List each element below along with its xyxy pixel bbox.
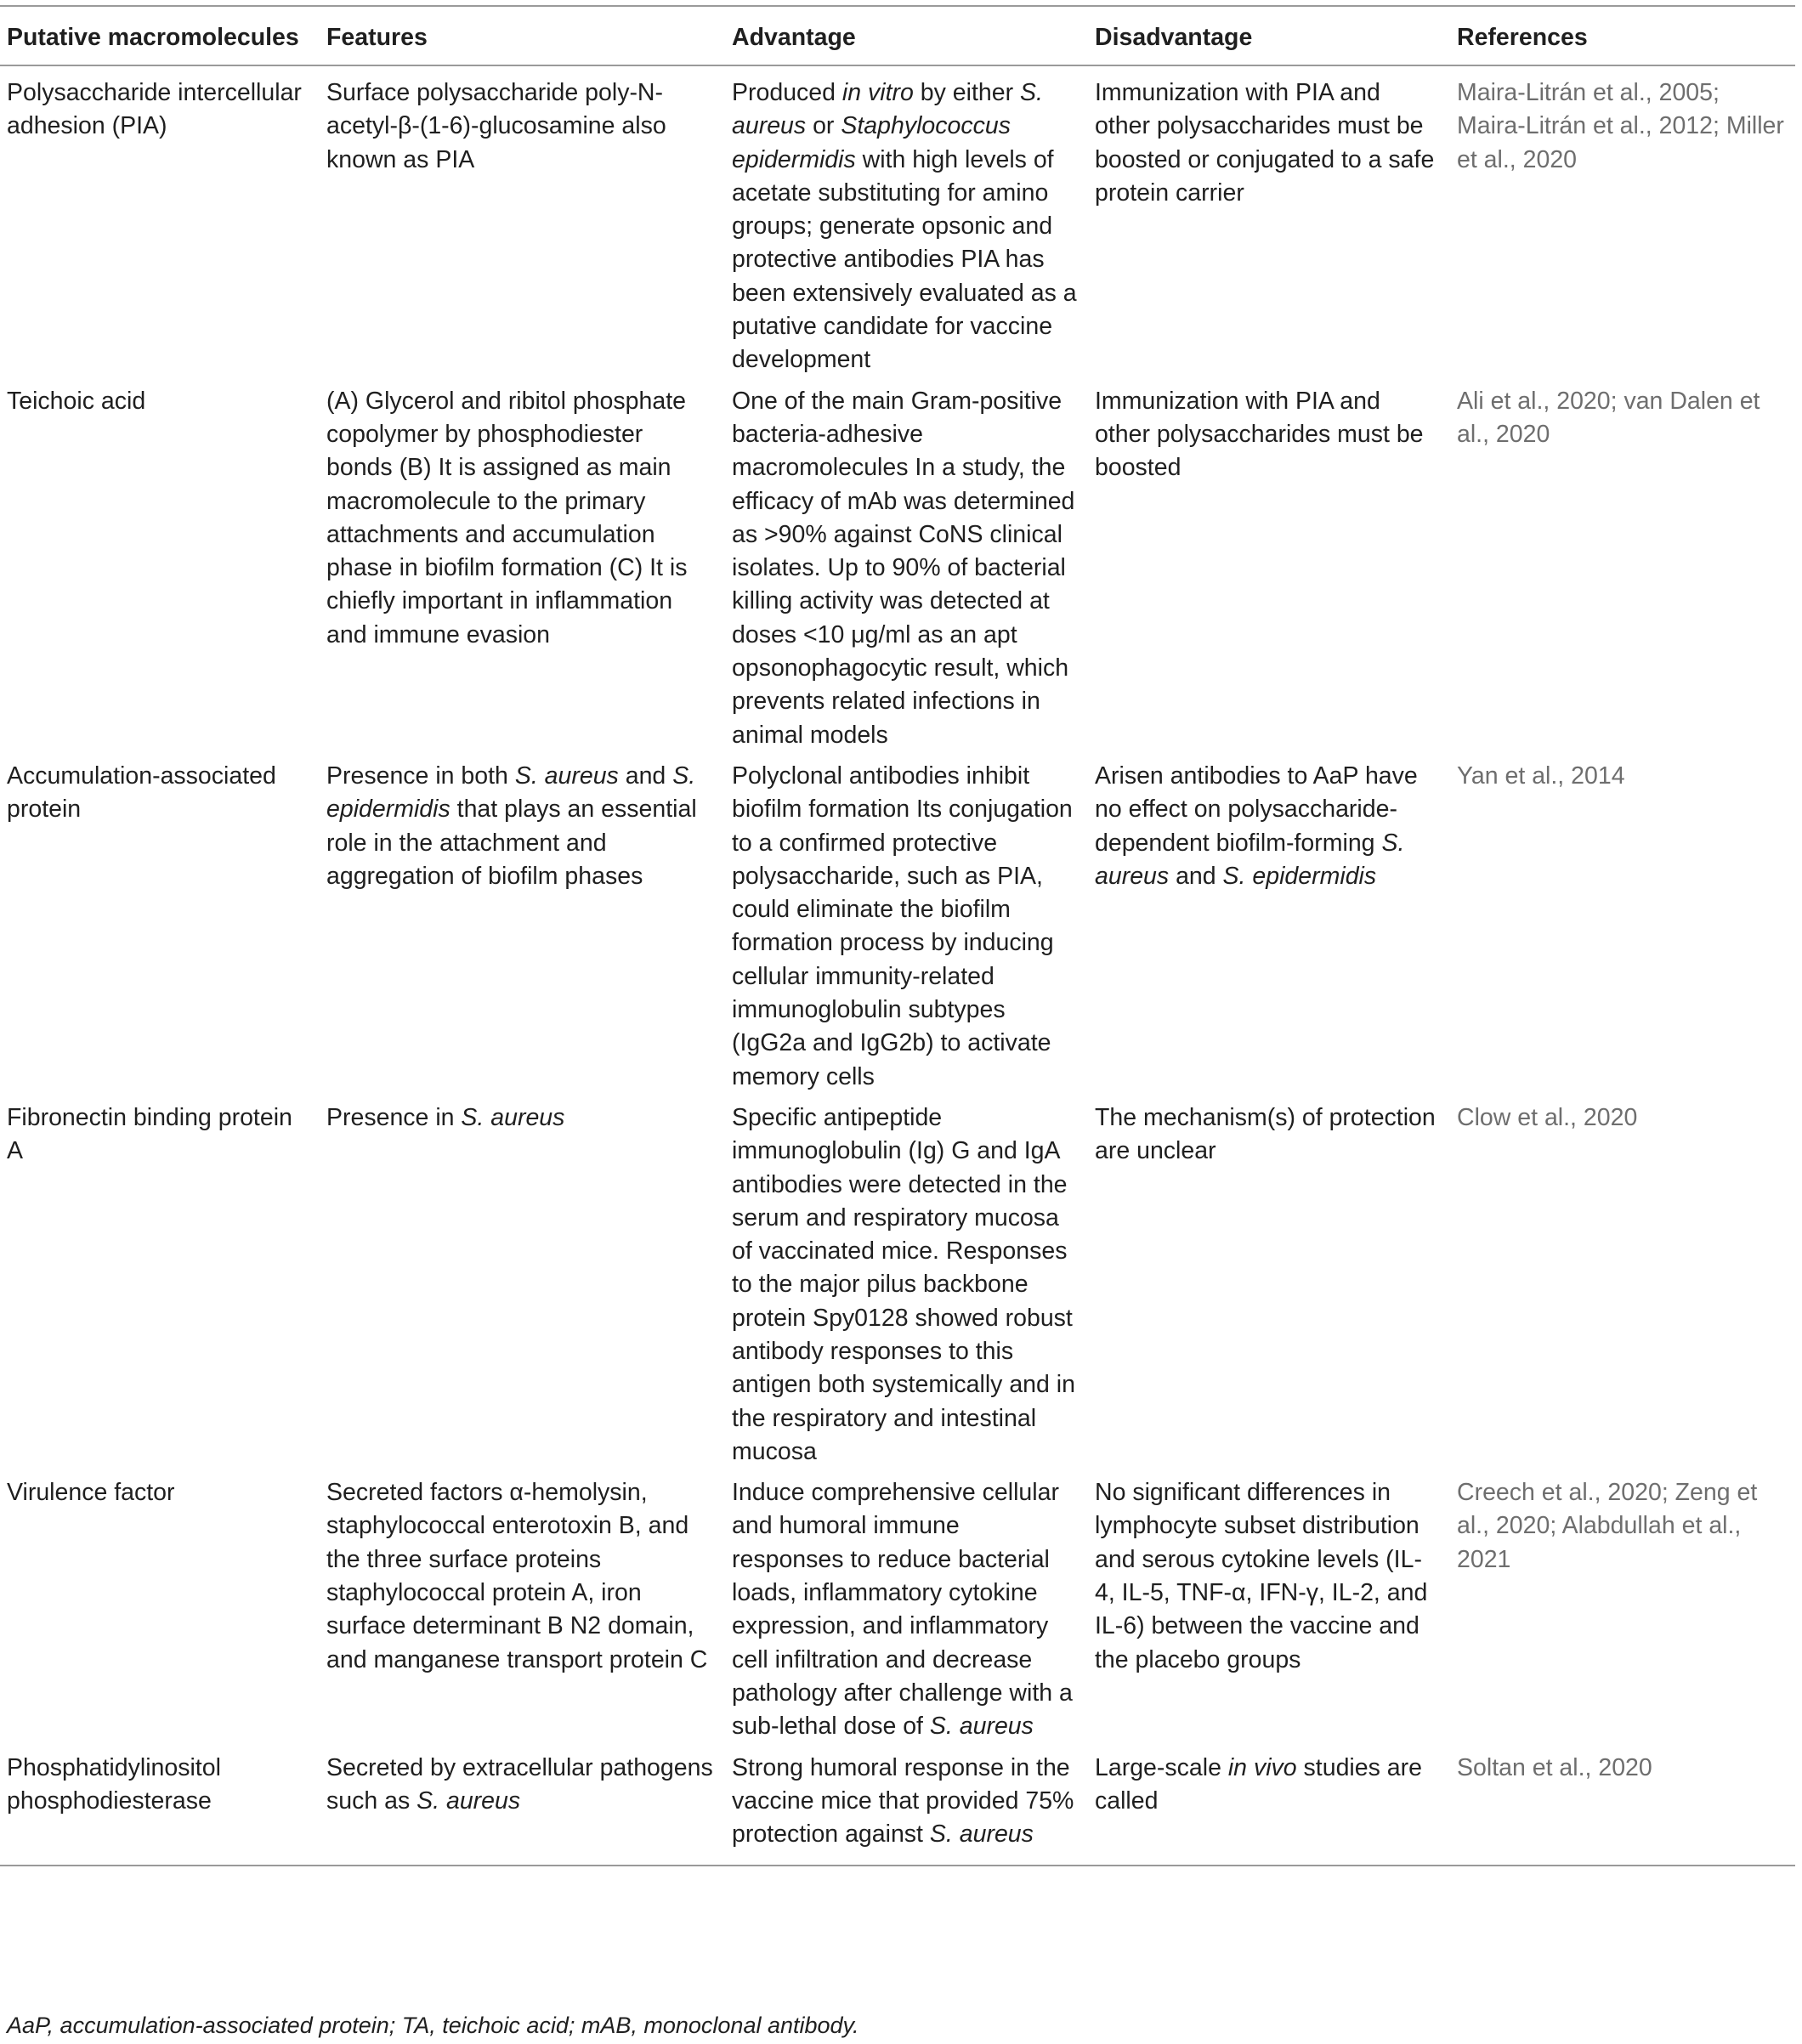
cell-disadvantage: [1088, 760, 1450, 1101]
text-run: Secreted by extracellular pathogens such as: [326, 1753, 713, 1815]
text-run-italic: S. aureus: [732, 79, 1043, 140]
cell-features: Secreted factors α-hemolysin, staphylococcal enterotoxin B, and the three surface proteins staphylococcal protein A, iron surface determinant B N2 domain, and manganese transport protein C: [326, 1479, 708, 1673]
header-macromolecules: Putative macromolecules: [0, 6, 320, 65]
cell-disadvantage: Immunization with PIA and other polysaccharides must be boosted or conjugated to a safe protein carrier: [1095, 79, 1435, 207]
table-header-row: [0, 6, 1795, 65]
text-run: Arisen antibodies to AaP have no effect on polysaccharide-dependent biofilm-forming: [1095, 762, 1418, 857]
table-row: [0, 65, 1795, 385]
table-row: [0, 1752, 1795, 1866]
cell-features: [320, 1752, 725, 1866]
table-row: [0, 1476, 1795, 1751]
text-run: Strong humoral response in the vaccine mice that provided 75% protection against: [732, 1753, 1074, 1849]
cell-advantage: One of the main Gram-positive bacteria-adhesive macromolecules In a study, the efficacy of mAb was determined as >90% against CoNS clinical isolates. Up to 90% of bacterial killing activity was detected at doses <10 μg/ml as an apt opsonophagocytic result, which prevents related infections in animal models: [732, 387, 1075, 749]
text-run: by either: [913, 79, 1021, 106]
text-run-italic: S. aureus: [416, 1786, 521, 1815]
cell-advantage: [725, 1476, 1088, 1751]
cell-features: Surface polysaccharide poly-N-acetyl-β-(1-6)-glucosamine also known as PIA: [326, 79, 666, 173]
cell-features: [320, 760, 725, 1101]
text-run-italic: S. aureus: [1095, 829, 1405, 890]
table-row: [0, 385, 1795, 760]
header-advantage: Advantage: [725, 6, 1088, 65]
cell-disadvantage: No significant differences in lymphocyte subset distribution and serous cytokine levels (IL-4, IL-5, TNF-α, IFN-γ, IL-2, and IL-6) between the vaccine and the placebo groups: [1095, 1479, 1428, 1673]
text-run-italic: S. aureus: [514, 762, 619, 790]
cell-references: Yan et al., 2014: [1457, 762, 1625, 790]
text-run: and: [618, 762, 673, 790]
cell-disadvantage: Immunization with PIA and other polysaccharides must be boosted: [1095, 387, 1424, 482]
cell-macromolecule: Fibronectin binding protein A: [7, 1103, 292, 1165]
header-features: Features: [320, 6, 725, 65]
text-run: Produced: [732, 79, 842, 106]
text-run: with high levels of acetate substituting for amino groups; generate opsonic and protective antibodies PIA has been extensively evaluated as a putative candidate for vaccine development: [732, 145, 1077, 374]
text-run-italic: S. epidermidis: [1222, 862, 1377, 890]
text-run-italic: S. aureus: [929, 1820, 1034, 1849]
text-run: Presence in: [326, 1103, 462, 1131]
text-run: studies are called: [1095, 1753, 1422, 1815]
cell-macromolecule: Virulence factor: [7, 1479, 175, 1507]
text-run-italic: Staphylococcus epidermidis: [732, 112, 1011, 173]
text-run: Large-scale: [1095, 1753, 1228, 1781]
text-run: that plays an essential role in the attachment and aggregation of biofilm phases: [326, 796, 697, 890]
text-run-italic: in vivo: [1227, 1753, 1297, 1781]
cell-references: Clow et al., 2020: [1457, 1103, 1638, 1131]
header-references: References: [1450, 6, 1795, 65]
cell-disadvantage: [1088, 1752, 1450, 1866]
cell-features: (A) Glycerol and ribitol phosphate copolymer by phosphodiester bonds (B) It is assigned as main macromolecule to the primary attachments and accumulation phase in biofilm formation (C) It is chiefly important in inflammation and immune evasion: [326, 387, 688, 648]
cell-references: Ali et al., 2020; van Dalen et al., 2020: [1457, 387, 1760, 448]
text-run: Presence in both: [326, 762, 515, 790]
cell-macromolecule: Accumulation-associated protein: [7, 762, 276, 824]
cell-references: Maira-Litrán et al., 2005; Maira-Litrán et al., 2012; Miller et al., 2020: [1457, 79, 1784, 173]
macromolecule-table: [0, 5, 1795, 1866]
text-run: or: [806, 112, 842, 140]
text-run-italic: S. aureus: [461, 1103, 565, 1131]
cell-advantage: [725, 65, 1088, 385]
cell-features: [320, 1101, 725, 1476]
cell-advantage: [725, 1752, 1088, 1866]
cell-references: Creech et al., 2020; Zeng et al., 2020; Alabdullah et al., 2021: [1457, 1479, 1758, 1573]
header-disadvantage: Disadvantage: [1088, 6, 1450, 65]
text-run-italic: S. epidermidis: [326, 762, 696, 824]
table-row: [0, 1101, 1795, 1476]
cell-advantage: Polyclonal antibodies inhibit biofilm formation Its conjugation to a confirmed protective polysaccharide, such as PIA, could eliminate the biofilm formation process by inducing cellular immunity-related immunoglobulin subtypes (IgG2a and IgG2b) to activate memory cells: [732, 762, 1073, 1090]
cell-macromolecule: Phosphatidylinositol phosphodiesterase: [0, 1752, 320, 1866]
cell-disadvantage: The mechanism(s) of protection are unclear: [1095, 1103, 1436, 1165]
cell-references: Soltan et al., 2020: [1450, 1752, 1795, 1866]
cell-macromolecule: Teichoic acid: [7, 387, 146, 415]
text-run: and: [1169, 862, 1223, 890]
text-run-italic: in vitro: [842, 79, 914, 106]
cell-advantage: Specific antipeptide immunoglobulin (Ig) G and IgA antibodies were detected in the serum and respiratory mucosa of vaccinated mice. Responses to the major pilus backbone protein Spy0128 showed robust antibody responses to this antigen both systemically and in the respiratory and intestinal mucosa: [732, 1103, 1075, 1465]
cell-macromolecule: Polysaccharide intercellular adhesion (PIA): [7, 79, 302, 140]
text-run-italic: S. aureus: [929, 1713, 1034, 1741]
text-run: Induce comprehensive cellular and humoral immune responses to reduce bacterial loads, inflammatory cytokine expression, and inflammatory cell infiltration and decrease pathology after challenge with a sub-lethal dose of: [732, 1479, 1073, 1741]
table-row: [0, 760, 1795, 1101]
table-footnote: AaP, accumulation-associated protein; TA, teichoic acid; mAB, monoclonal antibody.: [7, 2013, 859, 2038]
